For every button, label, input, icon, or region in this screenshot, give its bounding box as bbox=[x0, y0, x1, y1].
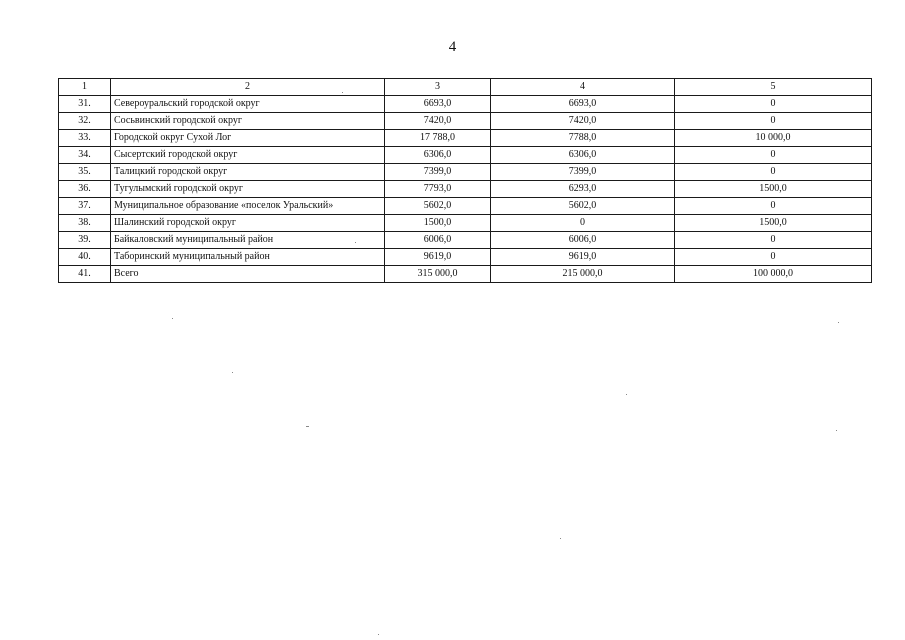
column-3-value: 17 788,0 bbox=[385, 130, 491, 147]
scan-speck bbox=[306, 426, 309, 427]
column-4-value: 7420,0 bbox=[491, 113, 675, 130]
table-row bbox=[59, 232, 872, 249]
table-row bbox=[59, 249, 872, 266]
municipality-name: Муниципальное образование «поселок Уральский» bbox=[111, 198, 385, 215]
scan-speck bbox=[838, 322, 839, 323]
column-4-value: 6693,0 bbox=[491, 96, 675, 113]
column-3-value: 7420,0 bbox=[385, 113, 491, 130]
column-5-value: 10 000,0 bbox=[675, 130, 872, 147]
allocation-table bbox=[58, 78, 872, 283]
column-header: 1 bbox=[59, 79, 111, 96]
scan-speck bbox=[172, 318, 173, 319]
table-row bbox=[59, 113, 872, 130]
column-3-value: 6006,0 bbox=[385, 232, 491, 249]
column-4-value: 9619,0 bbox=[491, 249, 675, 266]
column-header: 3 bbox=[385, 79, 491, 96]
table-row bbox=[59, 198, 872, 215]
column-4-value: 7399,0 bbox=[491, 164, 675, 181]
column-4-value: 6293,0 bbox=[491, 181, 675, 198]
table-header-row bbox=[59, 79, 872, 96]
total-column-3: 315 000,0 bbox=[385, 266, 491, 283]
municipality-name: Шалинский городской округ bbox=[111, 215, 385, 232]
total-label: Всего bbox=[111, 266, 385, 283]
scan-speck bbox=[342, 92, 343, 93]
row-number: 41. bbox=[59, 266, 111, 283]
row-number: 31. bbox=[59, 96, 111, 113]
table-total-row bbox=[59, 266, 872, 283]
row-number: 35. bbox=[59, 164, 111, 181]
row-number: 39. bbox=[59, 232, 111, 249]
municipality-name: Байкаловский муниципальный район bbox=[111, 232, 385, 249]
column-3-value: 5602,0 bbox=[385, 198, 491, 215]
column-header: 4 bbox=[491, 79, 675, 96]
row-number: 36. bbox=[59, 181, 111, 198]
row-number: 38. bbox=[59, 215, 111, 232]
column-4-value: 7788,0 bbox=[491, 130, 675, 147]
municipality-name: Сысертский городской округ bbox=[111, 147, 385, 164]
total-column-5: 100 000,0 bbox=[675, 266, 872, 283]
municipality-name: Сосьвинский городской округ bbox=[111, 113, 385, 130]
table-row bbox=[59, 215, 872, 232]
row-number: 40. bbox=[59, 249, 111, 266]
column-5-value: 0 bbox=[675, 147, 872, 164]
column-3-value: 9619,0 bbox=[385, 249, 491, 266]
column-3-value: 7793,0 bbox=[385, 181, 491, 198]
municipality-name: Североуральский городской округ bbox=[111, 96, 385, 113]
column-5-value: 0 bbox=[675, 96, 872, 113]
scan-speck bbox=[378, 634, 379, 635]
column-5-value: 0 bbox=[675, 113, 872, 130]
scan-speck bbox=[560, 538, 561, 539]
row-number: 33. bbox=[59, 130, 111, 147]
column-4-value: 6006,0 bbox=[491, 232, 675, 249]
column-5-value: 1500,0 bbox=[675, 181, 872, 198]
scan-speck bbox=[232, 372, 233, 373]
column-header: 2 bbox=[111, 79, 385, 96]
column-3-value: 6693,0 bbox=[385, 96, 491, 113]
row-number: 34. bbox=[59, 147, 111, 164]
table-row bbox=[59, 96, 872, 113]
column-4-value: 0 bbox=[491, 215, 675, 232]
column-5-value: 1500,0 bbox=[675, 215, 872, 232]
column-header: 5 bbox=[675, 79, 872, 96]
row-number: 32. bbox=[59, 113, 111, 130]
municipality-name: Талицкий городской округ bbox=[111, 164, 385, 181]
table-row bbox=[59, 147, 872, 164]
page-number: 4 bbox=[448, 39, 457, 55]
column-5-value: 0 bbox=[675, 164, 872, 181]
municipality-name: Тугулымский городской округ bbox=[111, 181, 385, 198]
column-4-value: 5602,0 bbox=[491, 198, 675, 215]
municipality-name: Таборинский муниципальный район bbox=[111, 249, 385, 266]
municipality-name: Городской округ Сухой Лог bbox=[111, 130, 385, 147]
column-5-value: 0 bbox=[675, 249, 872, 266]
table-row bbox=[59, 181, 872, 198]
column-3-value: 6306,0 bbox=[385, 147, 491, 164]
row-number: 37. bbox=[59, 198, 111, 215]
scan-speck bbox=[355, 242, 356, 243]
total-column-4: 215 000,0 bbox=[491, 266, 675, 283]
column-3-value: 1500,0 bbox=[385, 215, 491, 232]
scan-speck bbox=[836, 430, 837, 431]
scan-speck bbox=[626, 394, 627, 395]
table-row bbox=[59, 130, 872, 147]
column-4-value: 6306,0 bbox=[491, 147, 675, 164]
column-5-value: 0 bbox=[675, 198, 872, 215]
column-5-value: 0 bbox=[675, 232, 872, 249]
table-row bbox=[59, 164, 872, 181]
column-3-value: 7399,0 bbox=[385, 164, 491, 181]
